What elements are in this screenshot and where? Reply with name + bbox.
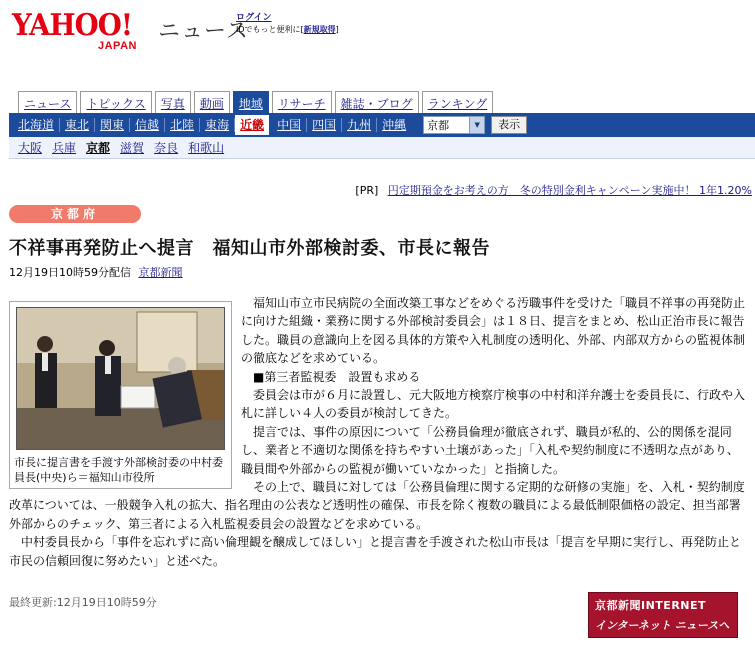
- pref-label[interactable]: 京都: [86, 141, 111, 155]
- tab-label[interactable]: リサーチ: [277, 97, 326, 111]
- tab-label[interactable]: トピックス: [86, 97, 146, 111]
- region-tohoku[interactable]: [60, 118, 95, 132]
- pref-wakayama[interactable]: [183, 139, 229, 156]
- register-link[interactable]: 新規取得: [303, 25, 336, 34]
- article-paragraph: 委員会は市が６月に設置し、元大阪地方検察庁検事の中村和洋弁護士を委員長に、行政や入札に詳しい４人の委員が検討してきた。: [241, 388, 746, 421]
- logo-brand: YAHOO!: [12, 8, 133, 43]
- tab-local[interactable]: [233, 91, 269, 114]
- region-shikoku[interactable]: [307, 118, 342, 132]
- article-date: 12月19日10時59分配信: [9, 266, 131, 279]
- pr-mark: [PR]: [355, 184, 379, 197]
- photo-box: [9, 301, 232, 489]
- chevron-down-icon[interactable]: ▼: [469, 117, 484, 133]
- region-label[interactable]: 東北: [65, 118, 90, 132]
- pref-label[interactable]: 滋賀: [120, 141, 145, 155]
- article-dateline: [9, 264, 183, 280]
- pref-nara[interactable]: [149, 139, 183, 156]
- last-updated: 最終更新:12月19日10時59分: [9, 596, 157, 609]
- pr-link[interactable]: 円定期預金をお考えの方 冬の特別金利キャンペーン実施中！ 1年1.20%: [387, 184, 752, 197]
- region-tokai[interactable]: [200, 118, 235, 132]
- kyoto-shimbun-logo[interactable]: [588, 592, 738, 638]
- tab-photos[interactable]: [155, 91, 191, 113]
- prefecture-select[interactable]: [423, 116, 485, 134]
- pref-label[interactable]: 大阪: [18, 141, 43, 155]
- partner-logo-line2: インターネット ニュースへ: [595, 619, 730, 632]
- pref-label[interactable]: 奈良: [154, 141, 179, 155]
- tab-label[interactable]: ランキング: [427, 97, 488, 111]
- pref-shiga[interactable]: [115, 139, 149, 156]
- tab-ranking[interactable]: [422, 91, 494, 113]
- tab-label[interactable]: 動画: [199, 97, 224, 111]
- pref-label[interactable]: 和歌山: [188, 141, 225, 155]
- article-photo[interactable]: [16, 307, 225, 450]
- article-paragraph: その上で、職員に対しては「公務員倫理に関する定期的な研修の実施」を、入札・契約制度改革については、一般競争入札の拡大、指名理由の公表など透明性の確保、市長を除く複数の職員による最低制限価格の設定、担当部署外部からのチェック、第三者による入札監視委員会の設置などを求めている。: [9, 480, 745, 531]
- article-headline: 不祥事再発防止へ提言 福知山市外部検討委、市長に報告: [9, 238, 490, 259]
- pref-osaka[interactable]: [13, 139, 47, 156]
- region-hokuriku[interactable]: [165, 118, 200, 132]
- article-paragraph: 福知山市立市民病院の全面改築工事などをめぐる汚職事件を受けた「職員不祥事の再発防止に向けた組織・業務に関する外部検討委員会」は１８日、提言をまとめ、松山正治市長に報告した。職員の意識向上を図る具体的方策や入札制度の透明化、外部、内部双方からの監視体制の徹底などを求めている。: [241, 296, 746, 366]
- login-sub-text: IDでもっと便利に: [236, 25, 301, 34]
- main-tabs: [18, 91, 493, 113]
- header: [0, 0, 755, 62]
- region-label[interactable]: 近畿: [240, 118, 265, 132]
- section-title[interactable]: ニュース: [158, 19, 249, 44]
- tab-videos[interactable]: [194, 91, 230, 113]
- article-subheading: ■第三者監視委 設置も求める: [241, 369, 421, 384]
- article-paragraph: 提言では、事件の原因について「公務員倫理が徹底されず、職員が私的、公的関係を混同し、業者と不適切な関係を持ちやすい土壌があった」「入札や契約制度に不透明な点があり、職員間や外部からの監視が働いていなかった」と指摘した。: [241, 424, 739, 476]
- show-button[interactable]: 表示: [491, 116, 527, 134]
- prefecture-bar: [9, 137, 755, 159]
- pref-hyogo[interactable]: [47, 139, 81, 156]
- region-label[interactable]: 北海道: [18, 118, 55, 132]
- tab-news[interactable]: [18, 91, 77, 113]
- tab-research[interactable]: [272, 91, 332, 113]
- pr-line: [355, 182, 752, 198]
- category-badge: 京都府: [9, 205, 141, 223]
- region-hokkaido[interactable]: [13, 118, 60, 132]
- tab-topics[interactable]: [80, 91, 151, 113]
- photo-caption: 市長に提言書を手渡す外部検討委の中村委員長(中央)ら＝福知山市役所: [14, 456, 223, 484]
- partner-logo-line1: 京都新聞INTERNET: [595, 599, 707, 612]
- region-shinetsu[interactable]: [130, 118, 165, 132]
- yahoo-japan-logo[interactable]: [12, 8, 160, 52]
- region-label[interactable]: 関東: [100, 118, 125, 132]
- region-label[interactable]: 東海: [205, 118, 230, 132]
- region-okinawa[interactable]: [377, 118, 411, 132]
- photo-illustration: [17, 308, 225, 450]
- region-kinki[interactable]: [235, 115, 269, 135]
- tab-label[interactable]: 写真: [160, 97, 185, 111]
- tab-label[interactable]: ニュース: [24, 97, 72, 111]
- tab-label[interactable]: 雑誌・ブログ: [340, 97, 413, 111]
- region-label[interactable]: 中国: [277, 118, 302, 132]
- region-chugoku[interactable]: [272, 118, 307, 132]
- login-link[interactable]: ログイン: [236, 13, 272, 23]
- tab-label[interactable]: 地域: [238, 97, 263, 111]
- pref-label[interactable]: 兵庫: [52, 141, 77, 155]
- article-paragraph: 中村委員長から「事件を忘れずに高い倫理観を醸成してほしい」と提言書を手渡された松山市長は「提言を早期に実行し、再発防止と市民の信頼回復に努めたい」と述べた。: [9, 535, 742, 568]
- region-label[interactable]: 四国: [312, 118, 337, 132]
- region-kanto[interactable]: [95, 118, 130, 132]
- region-kyushu[interactable]: [342, 118, 377, 132]
- tab-magazine-blog[interactable]: [335, 91, 419, 113]
- article-source-link[interactable]: 京都新聞: [138, 266, 183, 279]
- region-label[interactable]: 信越: [135, 118, 160, 132]
- pref-kyoto[interactable]: [81, 139, 115, 156]
- login-box: ログイン IDでもっと便利に[新規取得]: [236, 13, 339, 34]
- region-bar: [9, 113, 755, 137]
- region-label[interactable]: 北陸: [170, 118, 195, 132]
- logo-sub: JAPAN: [98, 40, 137, 52]
- region-label[interactable]: 沖縄: [382, 118, 407, 132]
- prefecture-select-value: 京都: [427, 119, 450, 132]
- region-label[interactable]: 九州: [347, 118, 372, 132]
